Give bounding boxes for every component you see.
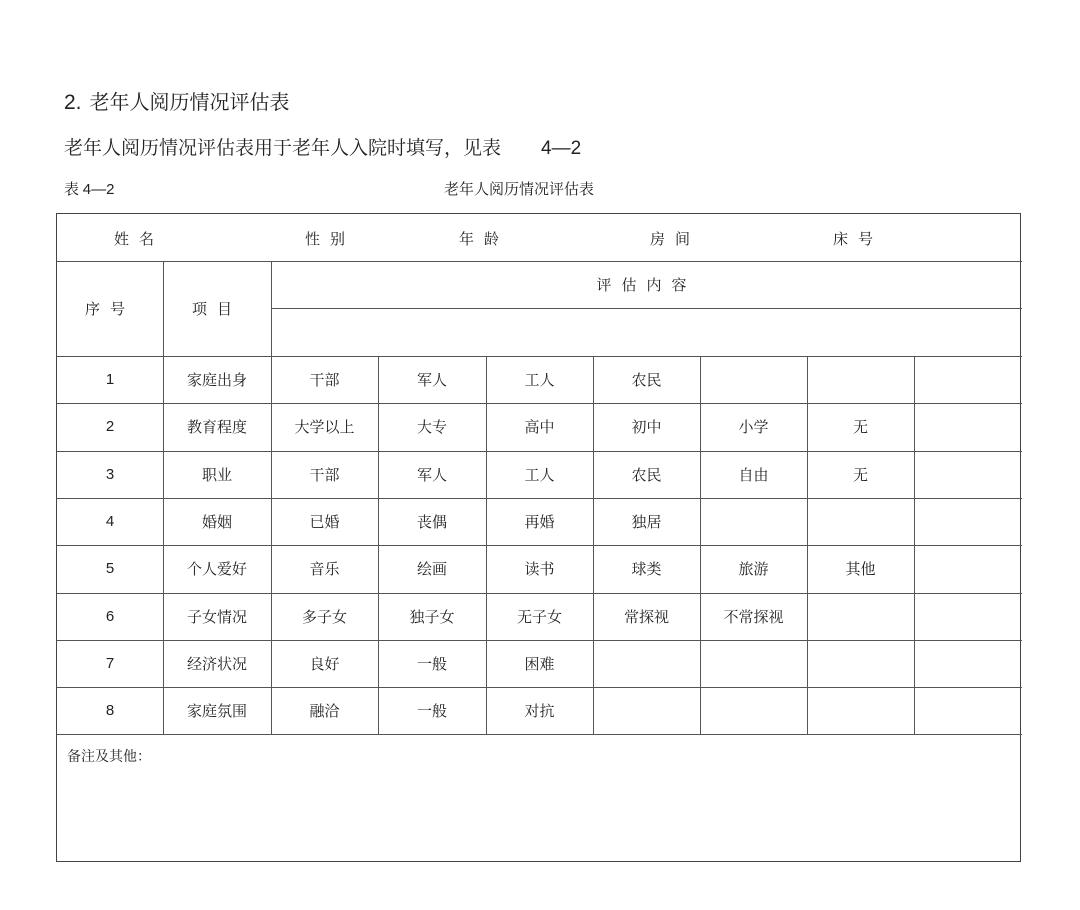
row-number: 3 — [105, 465, 115, 483]
option-cell: 一般 — [416, 704, 447, 721]
intro-text: 老年人阅历情况评估表用于老年人入院时填写，见表 — [64, 138, 502, 159]
field-name-label: 姓名 — [114, 232, 165, 248]
option-cell: 无 — [852, 467, 868, 484]
option-cell: 农民 — [631, 467, 662, 484]
intro-paragraph — [64, 133, 581, 160]
option-cell: 常探视 — [623, 609, 669, 626]
row-number: 8 — [105, 702, 115, 720]
option-cell: 再婚 — [524, 515, 555, 532]
option-cell: 工人 — [524, 467, 555, 484]
option-cell: 工人 — [524, 373, 555, 390]
option-cell: 无 — [852, 420, 868, 437]
option-cell — [700, 640, 807, 687]
option-cell — [807, 640, 914, 687]
option-cell — [914, 356, 1022, 403]
option-cell: 对抗 — [524, 704, 555, 721]
option-cell: 良好 — [309, 656, 340, 673]
field-gender-label: 性别 — [305, 232, 356, 248]
assessment-table — [56, 213, 1021, 862]
option-cell — [914, 545, 1022, 592]
option-cell: 小学 — [738, 420, 769, 437]
option-cell: 一般 — [416, 656, 447, 673]
row-number: 6 — [105, 607, 115, 625]
option-cell — [700, 687, 807, 734]
row-number: 2 — [105, 418, 115, 436]
option-cell — [914, 593, 1022, 640]
row-number: 7 — [105, 654, 115, 672]
option-cell: 干部 — [309, 373, 340, 390]
row-item: 婚姻 — [201, 515, 232, 532]
row-item: 子女情况 — [186, 609, 247, 626]
option-cell — [593, 687, 700, 734]
option-cell: 无子女 — [516, 609, 562, 626]
option-cell: 大学以上 — [294, 420, 355, 437]
option-cell: 融洽 — [309, 704, 340, 721]
row-item: 家庭氛围 — [186, 704, 247, 721]
row-number: 5 — [105, 560, 115, 578]
row-item: 家庭出身 — [186, 373, 247, 390]
option-cell — [807, 356, 914, 403]
intro-table-ref: 4—2 — [541, 138, 582, 159]
option-cell — [807, 593, 914, 640]
section-heading — [64, 86, 290, 115]
row-number: 1 — [105, 371, 115, 389]
caption-label: 表 — [64, 182, 80, 198]
option-cell: 多子女 — [301, 609, 347, 626]
section-number: 2. — [64, 91, 82, 114]
caption-number: 4—2 — [82, 181, 115, 198]
option-cell: 农民 — [631, 373, 662, 390]
option-cell: 干部 — [309, 467, 340, 484]
section-title: 老年人阅历情况评估表 — [89, 92, 290, 114]
option-cell — [807, 687, 914, 734]
option-cell: 丧偶 — [416, 515, 447, 532]
option-cell — [914, 451, 1022, 498]
col-header-index: 序号 — [84, 302, 135, 318]
option-cell: 读书 — [524, 562, 555, 579]
col-header-item: 项目 — [191, 302, 242, 318]
row-number: 4 — [105, 513, 115, 531]
option-cell: 音乐 — [309, 562, 340, 579]
option-cell: 球类 — [631, 562, 662, 579]
option-cell: 其他 — [845, 562, 876, 579]
table-rule — [271, 308, 1022, 309]
table-caption-number — [64, 178, 114, 199]
table-rule — [57, 261, 1022, 262]
row-item: 经济状况 — [186, 656, 247, 673]
option-cell: 独子女 — [409, 609, 455, 626]
option-cell — [914, 640, 1022, 687]
option-cell: 军人 — [416, 467, 447, 484]
field-bed-label: 床号 — [833, 232, 884, 248]
option-cell — [700, 356, 807, 403]
option-cell — [914, 403, 1022, 450]
option-cell: 军人 — [416, 373, 447, 390]
option-cell: 不常探视 — [723, 609, 784, 626]
field-age-label: 年龄 — [459, 232, 510, 248]
col-header-content: 评估内容 — [596, 278, 697, 294]
field-room-label: 房间 — [650, 232, 701, 248]
option-cell: 困难 — [524, 656, 555, 673]
table-caption-title: 老年人阅历情况评估表 — [444, 182, 595, 198]
option-cell — [593, 640, 700, 687]
row-item: 职业 — [201, 467, 232, 484]
remarks-label: 备注及其他： — [67, 750, 151, 765]
option-cell — [914, 687, 1022, 734]
option-cell: 绘画 — [416, 562, 447, 579]
option-cell — [807, 498, 914, 545]
option-cell: 初中 — [631, 420, 662, 437]
option-cell: 高中 — [524, 420, 555, 437]
option-cell: 独居 — [631, 515, 662, 532]
row-item: 个人爱好 — [186, 562, 247, 579]
option-cell — [914, 498, 1022, 545]
row-item: 教育程度 — [186, 420, 247, 437]
option-cell: 旅游 — [738, 562, 769, 579]
option-cell: 大专 — [416, 420, 447, 437]
option-cell: 已婚 — [309, 515, 340, 532]
table-rule — [57, 734, 1022, 735]
option-cell — [700, 498, 807, 545]
option-cell: 自由 — [738, 467, 769, 484]
